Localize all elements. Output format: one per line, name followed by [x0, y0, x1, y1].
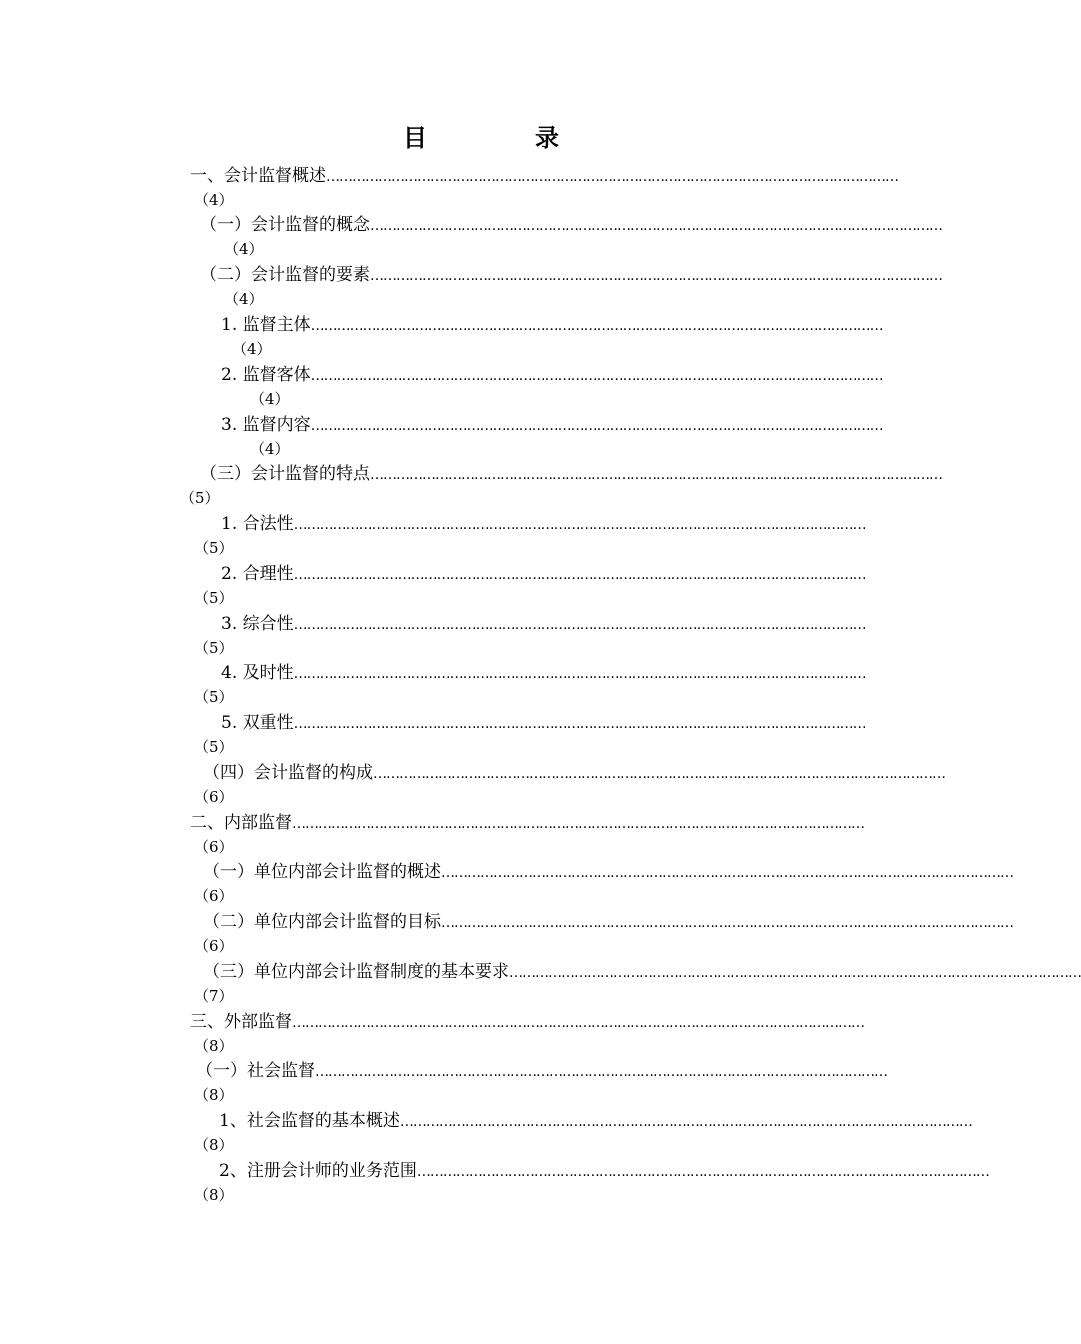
toc-title: 目 录: [403, 123, 601, 152]
toc-entry-label: 二、内部监督: [190, 813, 292, 833]
toc-entry-page: （7）: [194, 987, 234, 1005]
toc-entry-label: 1. 合法性: [221, 514, 294, 534]
toc-entry: [0, 163, 950, 213]
toc-entry-label: 4. 及时性: [221, 663, 294, 683]
toc-entry: [0, 760, 950, 810]
toc-entry-label: （四）会计监督的构成: [203, 763, 373, 783]
toc-entry: [0, 959, 1081, 1009]
toc-entry: [0, 511, 950, 561]
toc-entry-label: （一）单位内部会计监督的概述: [203, 862, 441, 882]
toc-entry-page: （4）: [250, 440, 290, 458]
toc-entry-page: （4）: [250, 390, 290, 408]
toc-entry-label: 2、注册会计师的业务范围: [219, 1161, 417, 1181]
toc-leader-dots: ……………………………………………………………………………………………………………………: [315, 1064, 887, 1080]
toc-entry-page: （8）: [194, 1037, 234, 1055]
toc-entry-page: （6）: [194, 937, 234, 955]
toc-leader-dots: ……………………………………………………………………………………………………………………: [441, 865, 1013, 881]
toc-entry-page: （8）: [194, 1136, 234, 1154]
toc-leader-dots: ……………………………………………………………………………………………………………………: [441, 915, 1013, 931]
toc-leader-dots: ……………………………………………………………………………………………………………………: [326, 169, 898, 185]
toc-entry-page: （5）: [194, 688, 234, 706]
toc-entry-page: （6）: [194, 838, 234, 856]
toc-leader-dots: ……………………………………………………………………………………………………………………: [370, 218, 942, 234]
toc-leader-dots: ……………………………………………………………………………………………………………………: [292, 1015, 864, 1031]
toc-entry-page: （8）: [194, 1186, 234, 1204]
toc-entry: [0, 1108, 972, 1158]
toc-entry-label: 5. 双重性: [221, 713, 294, 733]
toc-entry-page: （6）: [194, 788, 234, 806]
toc-leader-dots: ……………………………………………………………………………………………………………………: [293, 716, 866, 732]
toc-entry-page: （5）: [194, 639, 234, 657]
toc-entry: [0, 461, 950, 511]
toc-entry: [0, 660, 950, 710]
toc-entry-label: 1. 监督主体: [221, 315, 311, 335]
toc-entry: [0, 859, 1013, 909]
toc-leader-dots: ……………………………………………………………………………………………………………………: [399, 1114, 972, 1130]
toc-leader-dots: ……………………………………………………………………………………………………………………: [509, 965, 1081, 981]
toc-entry-label: 2. 监督客体: [221, 365, 311, 385]
toc-leader-dots: ……………………………………………………………………………………………………………………: [292, 816, 864, 832]
toc-entry-label: 三、外部监督: [190, 1012, 292, 1032]
toc-entry: [0, 710, 950, 760]
toc-entry: [0, 262, 950, 312]
toc-entry-page: （5）: [194, 539, 234, 557]
toc-entry-page: （5）: [194, 589, 234, 607]
toc-leader-dots: ……………………………………………………………………………………………………………………: [293, 617, 866, 633]
toc-entry-label: （一）社会监督: [196, 1061, 315, 1081]
toc-leader-dots: ……………………………………………………………………………………………………………………: [310, 418, 883, 434]
toc-entry: [0, 810, 950, 860]
toc-leader-dots: ……………………………………………………………………………………………………………………: [370, 268, 942, 284]
toc-entry: [0, 362, 950, 412]
toc-entry-page: （4）: [224, 240, 264, 258]
toc-leader-dots: ……………………………………………………………………………………………………………………: [293, 567, 866, 583]
toc-entry: [0, 1009, 950, 1059]
toc-entry: [0, 1058, 950, 1108]
toc-entry: [0, 611, 950, 661]
toc-entry-label: （二）会计监督的要素: [200, 265, 370, 285]
toc-entry-label: 一、会计监督概述: [190, 166, 326, 186]
toc-entry-label: （三）会计监督的特点: [200, 464, 370, 484]
toc-leader-dots: ……………………………………………………………………………………………………………………: [310, 368, 883, 384]
toc-entry: [0, 212, 950, 262]
toc-entry-page: （6）: [194, 887, 234, 905]
toc-entry-page: （4）: [194, 191, 234, 209]
toc-leader-dots: ……………………………………………………………………………………………………………………: [310, 318, 883, 334]
toc-entry-label: 3. 综合性: [221, 614, 294, 634]
toc-entry-page: （5）: [180, 489, 220, 507]
toc-entry-label: （一）会计监督的概念: [200, 215, 370, 235]
toc-entry: [0, 561, 950, 611]
toc-leader-dots: ……………………………………………………………………………………………………………………: [293, 517, 866, 533]
toc-entry-page: （5）: [194, 738, 234, 756]
toc-leader-dots: ……………………………………………………………………………………………………………………: [373, 766, 945, 782]
toc-entry-label: 3. 监督内容: [221, 415, 311, 435]
toc-entry-label: 1、社会监督的基本概述: [219, 1111, 400, 1131]
toc-entry-label: （三）单位内部会计监督制度的基本要求: [203, 962, 509, 982]
toc-entry-page: （4）: [224, 290, 264, 308]
toc-entry: [0, 1158, 989, 1208]
toc-leader-dots: ……………………………………………………………………………………………………………………: [293, 666, 866, 682]
toc-entry-label: 2. 合理性: [221, 564, 294, 584]
toc-entry: [0, 412, 950, 462]
toc-entry: [0, 909, 1013, 959]
toc-entry-page: （8）: [194, 1086, 234, 1104]
toc-leader-dots: ……………………………………………………………………………………………………………………: [370, 467, 942, 483]
toc-entry-page: （4）: [232, 340, 272, 358]
toc-entry-label: （二）单位内部会计监督的目标: [203, 912, 441, 932]
toc-leader-dots: ……………………………………………………………………………………………………………………: [416, 1164, 989, 1180]
toc-entry: [0, 312, 950, 362]
